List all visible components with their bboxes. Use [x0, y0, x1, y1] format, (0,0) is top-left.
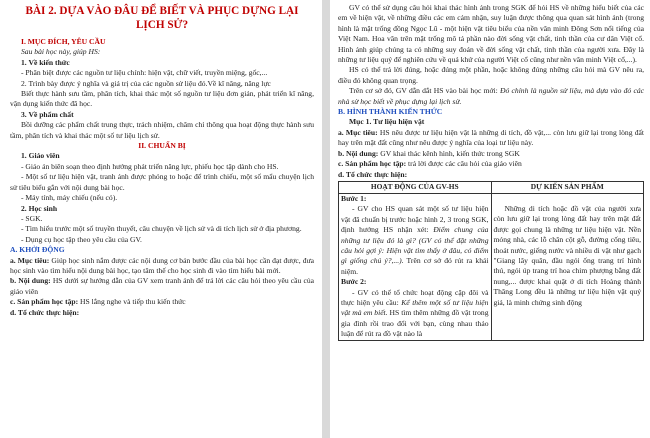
product-cell — [491, 193, 644, 340]
intro-paragraph-3: Trên cơ sở đó, GV dẫn dắt HS vào bài học mới: Đó chính là nguồn sử liệu, mà dựa vào đó các nhà sử học biết về phục dựng lại lịch sử. — [338, 86, 644, 106]
student-item-1: - SGK. — [21, 213, 43, 223]
intro-paragraph-2: HS có thể trả lời đúng, hoặc đúng một phần, hoặc không đúng những câu hỏi mà GV nêu ra, điều đó không quan trọng. — [338, 65, 644, 85]
teacher-item-3: - Máy tính, máy chiếu (nếu có). — [21, 193, 118, 203]
item-1-content: b. Nội dung: GV khai thác kênh hình, kiến thức trong SGK — [338, 148, 520, 158]
item-1-product: c. Sản phẩm học tập: trả lời được các câu hỏi của giáo viên — [338, 159, 522, 169]
item-1-organization: d. Tổ chức thực hiện: — [338, 169, 408, 179]
warmup-heading: A. KHỞI ĐỘNG — [10, 245, 65, 255]
page-left — [0, 0, 322, 438]
item-1-heading: Mục 1. Tư liệu hiện vật — [349, 117, 425, 127]
table-header-activity: HOẠT ĐỘNG CỦA GV-HS — [339, 181, 492, 193]
activity-cell — [339, 193, 492, 340]
warmup-objective: a. Mục tiêu: Giúp học sinh nắm được các nội dung cơ bản bước đầu của bài học cần đạt được, đưa học sinh vào tìm hiểu nội dung bài học, tạo tâm thế cho học sinh đi vào tìm hiểu bài mới. — [10, 255, 314, 275]
teacher-item-2: - Một số tư liệu hiện vật, tranh ảnh được phóng to hoặc để trình chiếu, một số mẩu chuyện lịch sử tiêu biểu gắn với nội dung bài học. — [10, 172, 314, 192]
product-text: Những di tích hoặc đồ vật của người xưa còn lưu giữ lại trong lòng đất hay trên mặt đất được gọi chung là những tư liệu hiện vật. Nền móng nhà, các lỗ chân cột gỗ, đường cống tiêu, thoát nước, giếng nước và nhiều di vật như gạch "Giang lây quân, đầu ngói ống trang trí hình thú, ngói úp trang trí hoa chim phượng bằng đất nung,... được khai quật ở di tích Hoàng thành Thăng Long đều là những tư liệu hiện vật quý giá, là minh chứng sinh động — [493, 203, 641, 307]
student-heading: 2. Học sinh — [21, 203, 58, 213]
step-2-text: - GV có thể tổ chức hoạt động cặp đôi và thực hiện yêu cầu: Kể thêm một số tư liệu hiện vật mà em biết. HS tìm thêm những đồ vật trong gia đình rồi trao đổi với bạn, cùng nhau thảo luận để rút ra đồ vật nào là — [341, 287, 489, 339]
item-1-objective: a. Mục tiêu: HS nêu được tư liệu hiện vật là những di tích, đồ vật,... còn lưu giữ lại trong lòng đất hay trên mặt đất cũng như nêu được ý nghĩa của loại tư liệu này. — [338, 127, 645, 148]
section-1-intro: Sau bài học này, giúp HS: — [21, 47, 101, 57]
section-1-heading: I. MỤC ĐÍCH, YÊU CẦU — [21, 37, 106, 46]
section-2-heading: II. CHUẨN BỊ — [138, 141, 186, 151]
teacher-item-1: - Giáo án biên soạn theo định hướng phát triển năng lực, phiếu học tập dành cho HS. — [21, 161, 279, 171]
table-row — [339, 193, 644, 340]
student-item-2: - Tìm hiểu trước một số truyền thuyết, câu chuyện về lịch sử và di tích lịch sử ở địa phương. — [21, 224, 302, 234]
table-header-product: DỰ KIẾN SẢN PHẨM — [491, 181, 644, 193]
qualities-heading: 3. Về phẩm chất — [21, 109, 74, 119]
product-blank — [494, 194, 642, 204]
table-header-row — [339, 181, 644, 193]
warmup-organization: d. Tổ chức thực hiện: — [10, 307, 80, 317]
warmup-product: c. Sản phẩm học tập: HS lắng nghe và tiếp thu kiến thức — [10, 297, 186, 307]
knowledge-text: - Phân biệt được các nguồn tư liệu chính: hiện vật, chữ viết, truyền miệng, gốc,... — [21, 68, 268, 78]
skills-more: Biết thực hành sưu tầm, phân tích, khai thác một số nguồn tư liệu đơn giản, phát triển kĩ năng, vận dụng kiến thức đã học. — [10, 89, 314, 109]
warmup-content: b. Nội dung: HS dưới sự hướng dẫn của GV xem tranh ảnh để trả lời các câu hỏi theo yêu cầu của giáo viên — [10, 276, 314, 296]
step-1-label: Bước 1: — [341, 193, 367, 203]
skills-text: 2. Trình bày được ý nghĩa và giá trị của các nguồn sử liệu đó.Về kĩ năng, năng lực — [21, 78, 271, 88]
student-item-3: - Dụng cụ học tập theo yêu cầu của GV. — [21, 234, 142, 244]
qualities-text: Bồi dưỡng các phẩm chất trung thực, trách nhiệm, chăm chỉ thông qua hoạt động thực hành sưu tầm, phân tích và khai thác một số tư liệu lịch sử. — [10, 120, 314, 140]
knowledge-heading: 1. Về kiến thức — [21, 57, 70, 67]
step-1-text: - GV cho HS quan sát một số tư liệu hiện vật đã chuẩn bị trước hoặc hình 2, 3 trong SGK, định hướng HS nhận xét: Điểm chung của những tư liệu đó là gì? (GV có thể đặt những câu hỏi gợi ý: Hiện vật tìm thấy ở đâu, có điểm gì giống chú ý?,...). Trên cơ sở đó rút ra khái niệm. — [341, 204, 489, 276]
page-right — [330, 0, 650, 438]
intro-paragraph-1: GV có thể sử dụng câu hỏi khai thác hình ảnh trong SGK để hỏi HS về những hiểu biết của các em về hiện vật, về những điều các em cảm nhận, suy luận được thông qua quan sát hình ảnh (trong hình là mặt trống đồng Ngọc Lũ - một hiện vật tiêu biểu của nền văn minh Đông Sơn nổi tiếng của Việt Nam. Hoa văn trên mặt trống mô tả phần nào đời sống vật chất, tinh thần của cư dân Việt cổ. Hình ảnh giúp chúng ta có những suy đoán về đời sống vật chất, tinh thần của người xưa. Đây là những tư liệu quý để nghiên cứu về quá khứ của người Việt cổ cũng như nền văn minh Việt cổ,...). — [338, 3, 644, 65]
step-2-label: Bước 2: — [341, 277, 367, 287]
teacher-heading: 1. Giáo viên — [21, 151, 60, 161]
lesson-title: BÀI 2. DỰA VÀO ĐÂU ĐỂ BIẾT VÀ PHỤC DỰNG LẠI LỊCH SỬ? — [25, 5, 299, 31]
knowledge-section-heading: B. HÌNH THÀNH KIẾN THỨC — [338, 107, 443, 117]
activity-table — [338, 181, 644, 341]
